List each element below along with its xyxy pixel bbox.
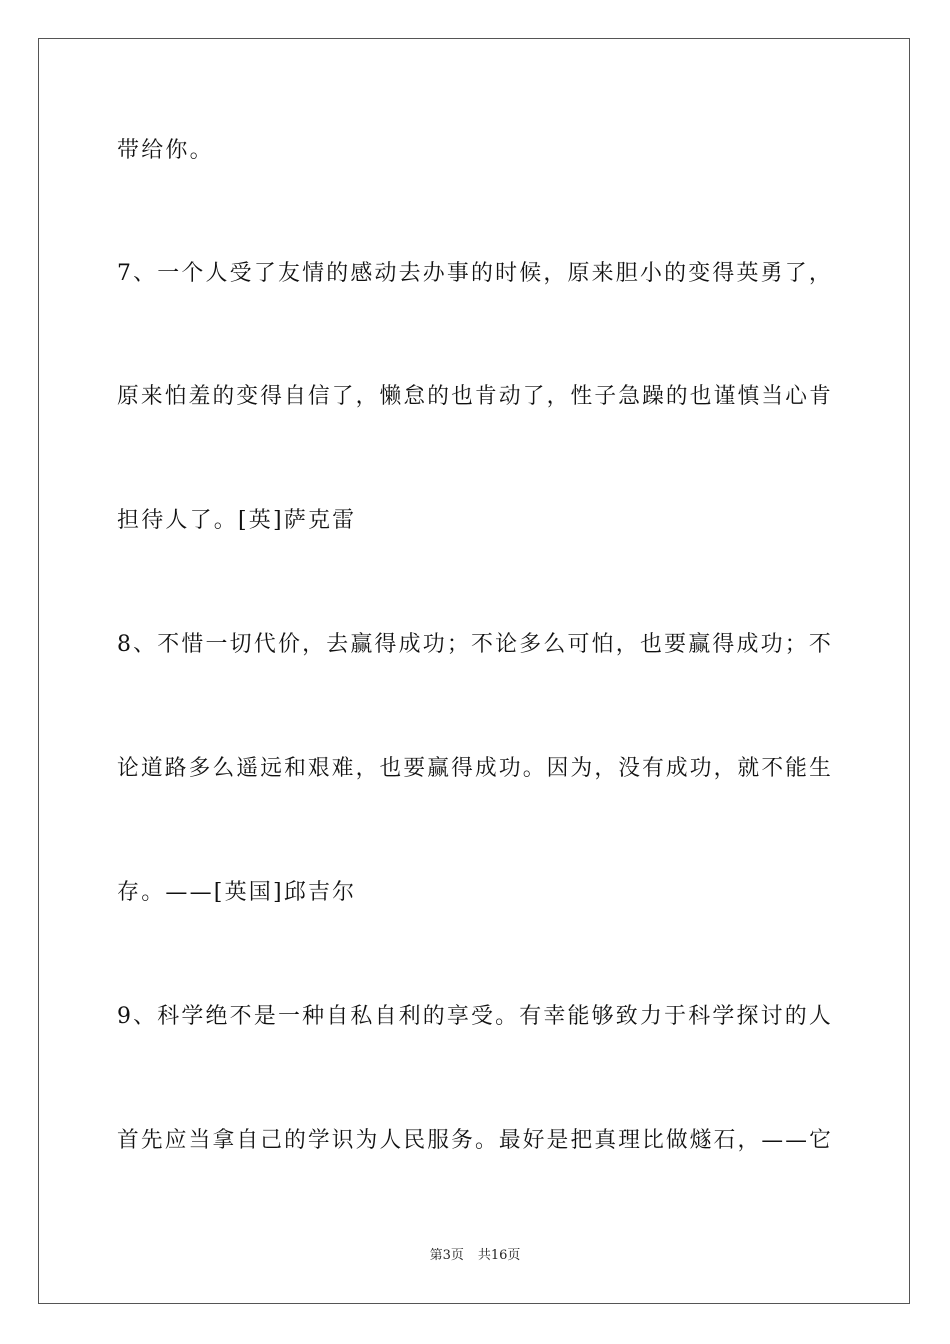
page-total: 共16页 <box>477 1248 521 1263</box>
page-footer <box>0 1246 950 1266</box>
page-frame <box>38 38 910 1304</box>
text-line-3: 原来怕羞的变得自信了，懒怠的也肯动了，性子急躁的也谨慎当心肯 <box>117 384 834 409</box>
text-line-7: 存。——[英国]邱吉尔 <box>117 880 357 905</box>
text-line-8: 9、科学绝不是一种自私自利的享受。有幸能够致力于科学探讨的人 <box>117 1004 833 1029</box>
page-number: 第3页 <box>429 1248 464 1263</box>
text-line-1: 带给你。 <box>117 138 214 163</box>
text-line-9: 首先应当拿自己的学识为人民服务。最好是把真理比做燧石，——它 <box>117 1128 834 1153</box>
text-line-2: 7、一个人受了友情的感动去办事的时候，原来胆小的变得英勇了， <box>117 261 833 286</box>
text-line-4: 担待人了。[英]萨克雷 <box>117 508 357 533</box>
text-line-6: 论道路多么遥远和艰难，也要赢得成功。因为，没有成功，就不能生 <box>117 756 834 781</box>
text-line-5: 8、不惜一切代价，去赢得成功；不论多么可怕，也要赢得成功；不 <box>117 632 833 657</box>
